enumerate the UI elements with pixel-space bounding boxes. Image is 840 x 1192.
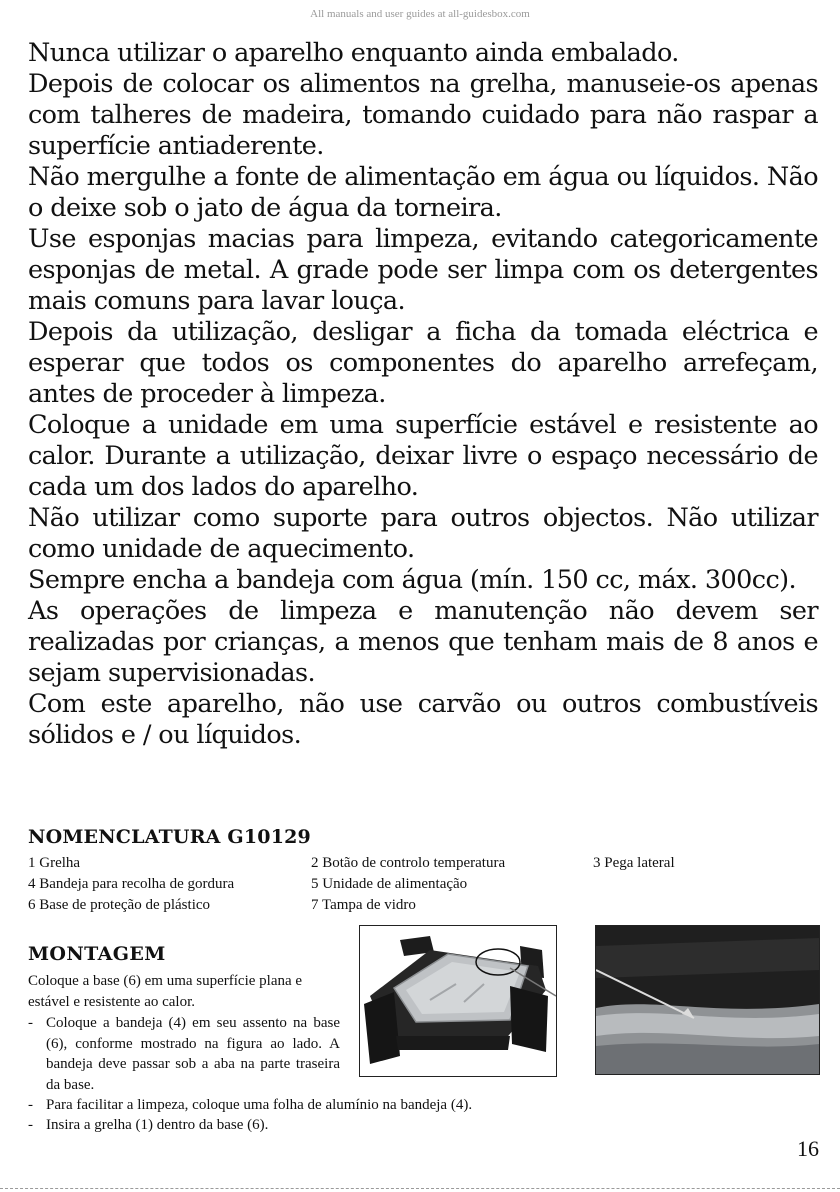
part-label: 1 Grelha (28, 855, 81, 871)
part-label: 2 Botão de controlo temperatura (311, 855, 506, 871)
nomenclature-row (28, 853, 818, 874)
bottom-divider (0, 1188, 840, 1189)
instruction-paragraph: Depois da utilização, desligar a ficha da tomada eléctrica e esperar que todos os componentes do aparelho arrefeçam, antes de proceder à limpeza. (28, 317, 818, 409)
nomenclature-row (28, 874, 818, 895)
watermark: All manuals and user guides at all-guidesbox.com (310, 8, 530, 20)
assembly-step-text: Para facilitar a limpeza, coloque uma folha de alumínio na bandeja (4). (46, 1097, 473, 1113)
instruction-paragraph: Nunca utilizar o aparelho enquanto ainda embalado. (28, 38, 679, 68)
instruction-paragraph: As operações de limpeza e manutenção não devem ser realizadas por crianças, a menos que tenham mais de 8 anos e sejam supervisionadas. (28, 596, 818, 688)
safety-instructions (28, 38, 818, 751)
part-label: 4 Bandeja para recolha de gordura (28, 876, 235, 892)
instruction-paragraph: Com este aparelho, não use carvão ou outros combustíveis sólidos e / ou líquidos. (28, 689, 818, 750)
bullet-marker: - (28, 1117, 33, 1133)
instruction-paragraph: Coloque a unidade em uma superfície estável e resistente ao calor. Durante a utilização, deixar livre o espaço necessário de cada um dos lados do aparelho. (28, 410, 818, 502)
page-number: 16 (797, 1136, 819, 1161)
tray-detail-illustration (596, 926, 819, 1074)
instruction-paragraph: Use esponjas macias para limpeza, evitando categoricamente esponjas de metal. A grade pode ser limpa com os detergentes mais comuns para lavar louça. (28, 224, 818, 316)
part-label: 7 Tampa de vidro (311, 897, 416, 913)
assembly-heading: MONTAGEM (28, 943, 166, 965)
instruction-paragraph: Não mergulhe a fonte de alimentação em água ou líquidos. Não o deixe sob o jato de água da torneira. (28, 162, 818, 223)
bullet-marker: - (28, 1015, 33, 1031)
grill-tray-photo (359, 925, 557, 1077)
assembly-step-text: Insira a grelha (1) dentro da base (6). (46, 1117, 269, 1133)
nomenclature-row (28, 895, 818, 916)
instruction-paragraph: Sempre encha a bandeja com água (mín. 150 cc, máx. 300cc). (28, 565, 796, 595)
bullet-marker: - (28, 1097, 33, 1113)
assembly-step-text: Coloque a bandeja (4) em seu assento na base (6), conforme mostrado na figura ao lado. A bandeja deve passar sob a aba na parte traseira da base. (46, 1015, 340, 1093)
part-label: 5 Unidade de alimentação (311, 876, 468, 892)
instruction-paragraph: Depois de colocar os alimentos na grelha, manuseie-os apenas com talheres de madeira, tomando cuidado para não raspar a superfície antiaderente. (28, 69, 818, 161)
part-label: 3 Pega lateral (593, 855, 675, 871)
nomenclature-list (28, 853, 818, 916)
tray-detail-photo (595, 925, 820, 1075)
nomenclature-heading: NOMENCLATURA G10129 (28, 826, 311, 848)
grill-illustration (360, 926, 556, 1076)
part-label: 6 Base de proteção de plástico (28, 897, 211, 913)
assembly-intro: Coloque a base (6) em uma superfície plana e estável e resistente ao calor. (28, 973, 303, 1010)
assembly-step (28, 1013, 340, 1095)
assembly-step (28, 1115, 588, 1136)
assembly-step (28, 1095, 588, 1116)
instruction-paragraph: Não utilizar como suporte para outros objectos. Não utilizar como unidade de aquecimento. (28, 503, 818, 564)
